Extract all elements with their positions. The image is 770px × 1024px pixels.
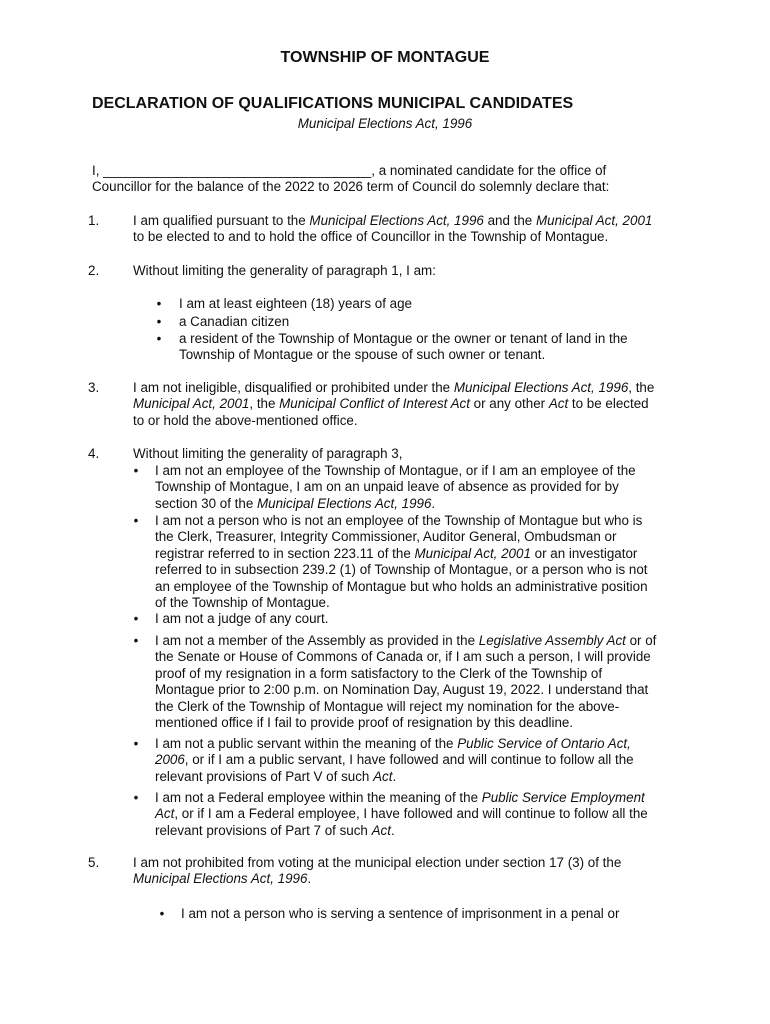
document-subtitle: DECLARATION OF QUALIFICATIONS MUNICIPAL CANDIDATES <box>92 95 574 112</box>
list-item: I am not an employee of the Township of Montague, or if I am an employee of the Township of Montague, I am on an unpaid leave of absence as provided for by section 30 of the Municipal Elections Act, 1996. <box>155 463 636 511</box>
list-item: I am not a person who is serving a sentence of imprisonment in a penal or <box>181 906 620 921</box>
bullet-icon: • <box>133 790 139 805</box>
document-title: TOWNSHIP OF MONTAGUE <box>280 49 490 66</box>
list-item: I am not a judge of any court. <box>155 611 329 626</box>
section-1-text: I am qualified pursuant to the Municipal Elections Act, 1996 and the Municipal Act, 2001 to be elected to and to hold the office of Councillor in the Township of Montague. <box>133 213 653 245</box>
list-item: I am not a public servant within the meaning of the Public Service of Ontario Act, 2006, or if I am a public servant, I have followed and will continue to follow all the relevant provisions of Part V of such Act. <box>155 736 634 784</box>
list-item: I am not a member of the Assembly as provided in the Legislative Assembly Act or of the Senate or House of Commons of Canada or, if I am such a person, I will provide proof of my resignation in a form satisfactory to the Clerk of the Township of Montague prior to 2:00 p.m. on Nomination Day, August 19, 2022. I understand that the Clerk of the Township of Montague will reject my nomination for the above- mentioned office if I fail to provide proof of resignation by this deadline. <box>155 633 657 731</box>
section-5-text: I am not prohibited from voting at the municipal election under section 17 (3) of the Municipal Elections Act, 1996. <box>133 855 622 887</box>
section-number: 5. <box>88 855 100 870</box>
bullet-icon: • <box>159 906 165 921</box>
bullet-icon: • <box>133 633 139 648</box>
section-number: 1. <box>88 213 100 228</box>
bullet-icon: • <box>133 513 139 528</box>
list-item: I am at least eighteen (18) years of age <box>179 296 412 311</box>
section-3-text: I am not ineligible, disqualified or prohibited under the Municipal Elections Act, 1996, the Municipal Act, 2001, the Municipal Conflict of Interest Act or any other Act to be elected to or hold the above-mentioned office. <box>133 380 655 428</box>
bullet-icon: • <box>156 314 162 329</box>
bullet-icon: • <box>156 296 162 311</box>
section-2-text: Without limiting the generality of paragraph 1, I am: <box>133 263 436 278</box>
section-number: 3. <box>88 380 100 395</box>
bullet-icon: • <box>133 736 139 751</box>
bullet-icon: • <box>133 463 139 478</box>
section-number: 4. <box>88 446 100 461</box>
bullet-icon: • <box>156 331 162 346</box>
list-item: a Canadian citizen <box>179 314 290 329</box>
list-item: I am not a Federal employee within the meaning of the Public Service Employment Act, or if I am a Federal employee, I have followed and will continue to follow all the relevant provisions of Part 7 of such Act. <box>155 790 648 838</box>
intro-line: I, ____________________________________, a nominated candidate for the office of <box>92 163 607 178</box>
list-item: a resident of the Township of Montague or the owner or tenant of land in the Township of Montague or the spouse of such owner or tenant. <box>179 331 628 363</box>
act-reference: Municipal Elections Act, 1996 <box>297 116 473 131</box>
intro-line: Councillor for the balance of the 2022 to 2026 term of Council do solemnly declare that: <box>92 179 610 195</box>
intro-paragraph <box>92 163 692 196</box>
section-4-text: Without limiting the generality of paragraph 3, <box>133 446 403 461</box>
list-item: I am not a person who is not an employee of the Township of Montague but who is the Clerk, Treasurer, Integrity Commissioner, Auditor General, Ombudsman or registrar referred to in section 223.11 of the Municipal Act, 2001 or an investigator referred to in subsection 239.2 (1) of Township of Montague, or a person who is not an employee of the Township of Montague but who holds an administrative position of the Township of Montague. <box>155 513 648 611</box>
section-number: 2. <box>88 263 100 278</box>
bullet-icon: • <box>133 611 139 626</box>
